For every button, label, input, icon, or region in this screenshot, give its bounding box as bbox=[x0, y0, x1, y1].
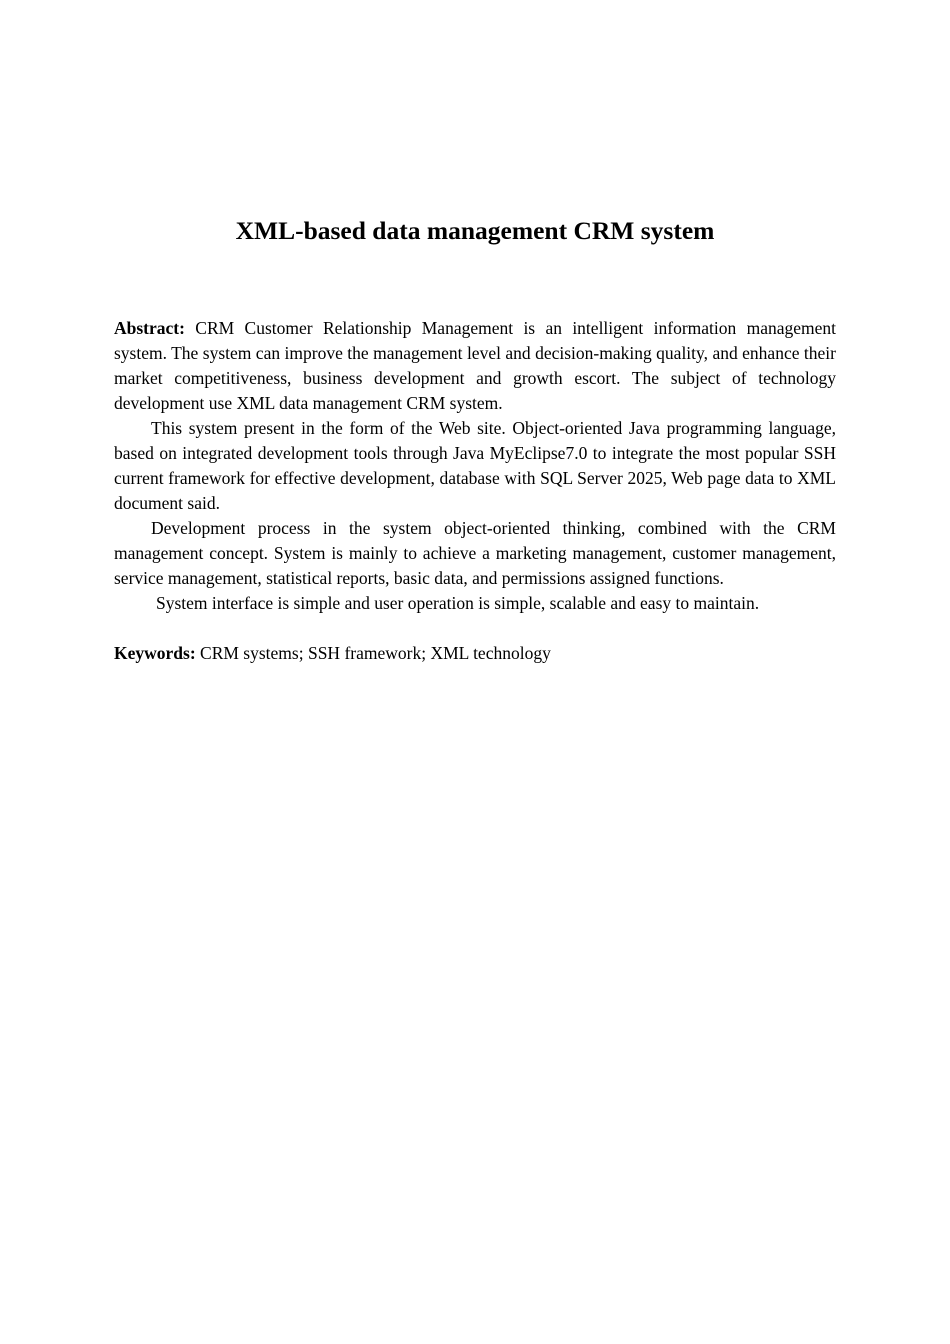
abstract-paragraph-2: This system present in the form of the Web site. Object-oriented Java programming language, based on integrated development tools through Java MyEclipse7.0 to integrate the most popular SSH current framework for effective development, database with SQL Server 2025, Web page data to XML document said. bbox=[114, 418, 836, 513]
keywords-label: Keywords: bbox=[114, 643, 196, 663]
abstract-text-1: CRM Customer Relationship Management is an intelligent information management system. The system can improve the management level and decision-making quality, and enhance their market competitiveness, business development and growth escort. The subject of technology development use XML data management CRM system. bbox=[114, 318, 836, 413]
keywords-line bbox=[114, 641, 836, 666]
abstract-section bbox=[114, 316, 836, 666]
abstract-paragraph-1 bbox=[114, 316, 836, 416]
abstract-paragraph-3: Development process in the system object-oriented thinking, combined with the CRM management concept. System is mainly to achieve a marketing management, customer management, service management, statistical reports, basic data, and permissions assigned functions. bbox=[114, 518, 836, 588]
document-title: XML-based data management CRM system bbox=[235, 216, 715, 245]
abstract-paragraph-4: System interface is simple and user operation is simple, scalable and easy to maintain. bbox=[156, 593, 760, 613]
keywords-text: CRM systems; SSH framework; XML technology bbox=[200, 643, 551, 663]
abstract-label: Abstract: bbox=[114, 318, 185, 338]
